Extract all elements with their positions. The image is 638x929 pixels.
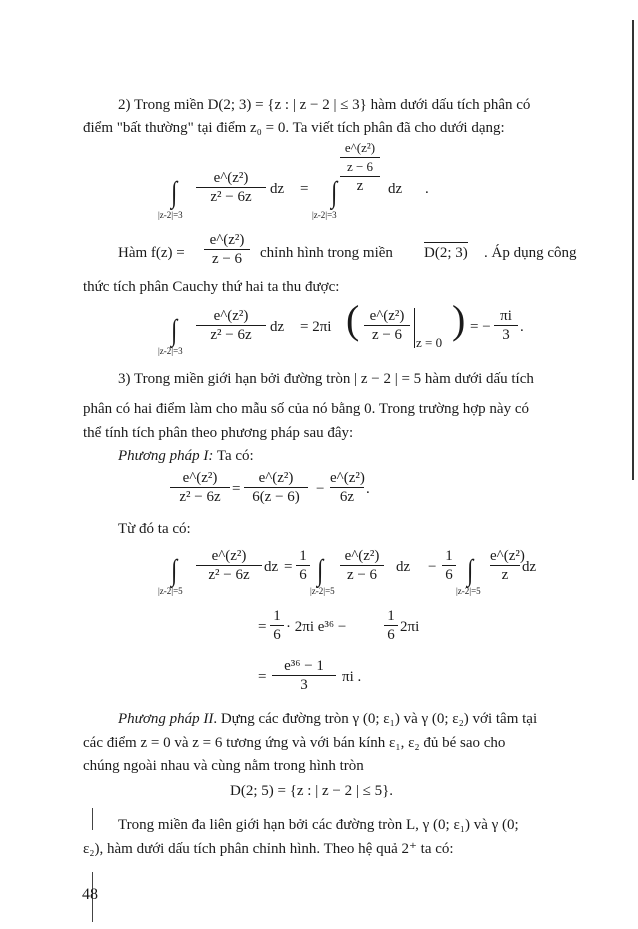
fraction: e^(z²) z − 6 [204, 232, 250, 267]
text-line: 2) Trong miền D(2; 3) = {z : | z − 2 | ≤ 3} hàm dưới dấu tích phân có [118, 97, 531, 113]
text-line: điểm "bất thường" tại điểm z₀ = 0. Ta viết tích phân đã cho dưới dạng: [83, 120, 505, 136]
contour-label: |z-2|=3 [158, 210, 183, 220]
fraction: e^(z²) z − 6 [364, 308, 410, 343]
fraction: πi 3 [494, 308, 518, 343]
fraction: e^(z²) z² − 6z [196, 170, 266, 205]
contour-label: |z-2|=3 [312, 210, 337, 220]
page-number: 48 [82, 886, 98, 903]
fraction: e^(z²) z² − 6z [196, 308, 266, 343]
page: 2) Trong miền D(2; 3) = {z : | z − 2 | ≤ 3} hàm dưới dấu tích phân có điểm "bất thường" tại điểm z₀ = 0. Ta viết tích phân đã cho dưới dạng: ∫ |z-2|=3 e^(z²) z² − 6z dz = ∫ |z-2|=3 e^(z²) z − 6 z dz . Hàm f(z) = e^(z²) z − 6 chỉnh hình trong miền D(2; 3) . Áp dụng công thức tích phân Cauchy thứ hai ta thu được: ∫ |z-2|=3 e^(z²) z² − 6z dz = 2πi ( e^(z²) z − 6 z = 0 ) = − πi 3 . 3) Trong miền giới hạn bởi đường tròn | z − 2 | = 5 hàm dưới dấu tích phân có hai điểm làm cho mẫu số của nó bằng 0. Trong trường hợp này có thể tính tích phân theo phương pháp sau đây: Phương pháp I: Ta có: e^(z²) z² − 6z = e^(z²) 6(z − 6) − e^(z²) 6z . Từ đó ta có: ∫ |z-2|=5 e^(z²) z² − 6z dz = 1 6 ∫ |z-2|=5 e^(z²) z − 6 dz − 1 6 ∫ |z-2|=5 e^(z²) z dz = 1 6 · 2πi e³⁶ − 1 6 2πi = e³⁶ − 1 3 πi . Phương pháp II. Dựng các đường tròn γ (0; ε₁) và γ (0; ε₂) với tâm tại các điểm z = 0 và z = 6 tương ứng và với bán kính ε₁, ε₂ đủ bé sao cho chúng ngoài nhau và cùng nằm trong hình tròn D(2; 5) = {z : | z − 2 | ≤ 5}. Trong miền đa liên giới hạn bởi các đường tròn L, γ (0; ε₁) và γ (0; ε₂), hàm dưới dấu tích phân chỉnh hình. Theo hệ quả 2⁺ ta có: 48 [0, 0, 638, 929]
page-edge-rule [632, 20, 634, 480]
nested-fraction: e^(z²) z − 6 z [340, 140, 380, 194]
margin-mark [92, 808, 93, 830]
